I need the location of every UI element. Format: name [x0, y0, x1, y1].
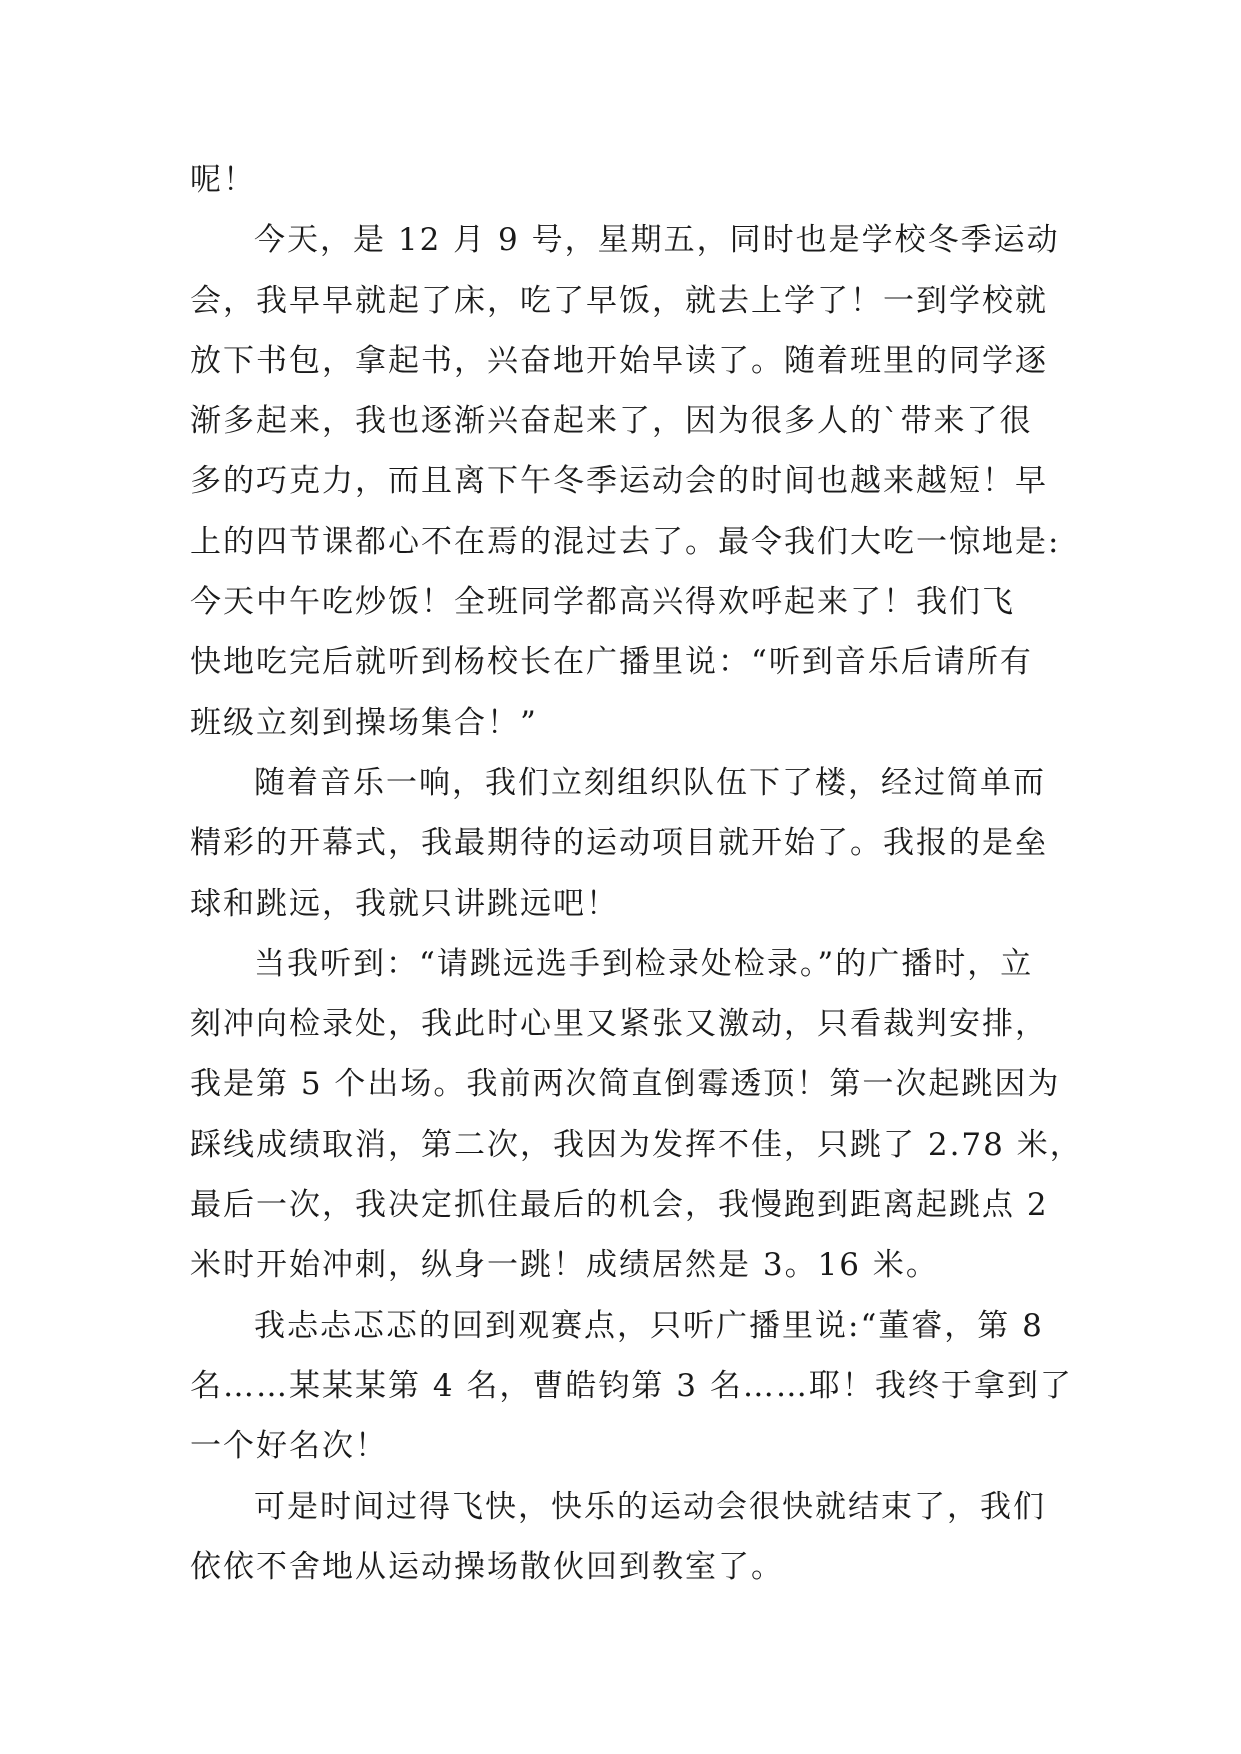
text-line: 踩线成绩取消，第二次，我因为发挥不佳，只跳了 2.78 米， — [190, 1126, 1083, 1163]
paragraph-5 — [190, 1296, 1073, 1477]
text-line: 依依不舍地从运动操场散伙回到教室了。 — [190, 1548, 784, 1585]
text-line: 精彩的开幕式，我最期待的运动项目就开始了。我报的是垒 — [190, 825, 1048, 862]
text-line: 会，我早早就起了床，吃了早饭，就去上学了！一到学校就 — [190, 282, 1048, 319]
text-line: 呢！ — [190, 162, 256, 198]
document-body — [190, 150, 1083, 1597]
text-line: 今天，是 12 月 9 号，星期五，同时也是学校冬季运动 — [254, 222, 1060, 259]
paragraph-3 — [190, 753, 1060, 934]
text-line: 我是第 5 个出场。我前两次简直倒霉透顶！第一次起跳因为 — [190, 1066, 1061, 1103]
text-line: 球和跳远，我就只讲跳远吧！ — [190, 885, 619, 922]
text-line: 多的巧克力，而且离下午冬季运动会的时间也越来越短！早 — [190, 463, 1048, 500]
paragraph-4 — [190, 934, 1083, 1296]
text-line: 渐多起来，我也逐渐兴奋起来了，因为很多人的`带来了很 — [190, 403, 1033, 440]
text-line: 上的四节课都心不在焉的混过去了。最令我们大吃一惊地是: — [190, 523, 1061, 560]
text-line: 放下书包，拿起书，兴奋地开始早读了。随着班里的同学逐 — [190, 342, 1048, 379]
text-line: 我忐忐忑忑的回到观赛点，只听广播里说:“董睿，第 8 — [254, 1307, 1044, 1344]
text-line: 当我听到：“请跳远选手到检录处检录。”的广播时，立 — [254, 945, 1034, 982]
text-line: 随着音乐一响，我们立刻组织队伍下了楼，经过简单而 — [254, 764, 1046, 801]
text-line: 今天中午吃炒饭！全班同学都高兴得欢呼起来了！我们飞 — [190, 584, 1015, 621]
paragraph-1 — [190, 150, 1060, 210]
text-line: 快地吃完后就听到杨校长在广播里说：“听到音乐后请所有 — [190, 644, 1033, 681]
paragraph-2 — [190, 210, 1060, 753]
text-line: 班级立刻到操场集合！” — [190, 704, 538, 741]
paragraph-6 — [190, 1477, 1060, 1598]
text-line: 米时开始冲刺，纵身一跳！成绩居然是 3。16 米。 — [190, 1247, 939, 1284]
text-line: 最后一次，我决定抓住最后的机会，我慢跑到距离起跳点 2 — [190, 1187, 1049, 1224]
text-line: 可是时间过得飞快，快乐的运动会很快就结束了，我们 — [254, 1488, 1046, 1525]
text-line: 刻冲向检录处，我此时心里又紧张又激动，只看裁判安排， — [190, 1006, 1048, 1043]
text-line: 名……某某某第 4 名，曹皓钧第 3 名……耶！我终于拿到了 — [190, 1367, 1073, 1404]
text-line: 一个好名次！ — [190, 1428, 388, 1465]
